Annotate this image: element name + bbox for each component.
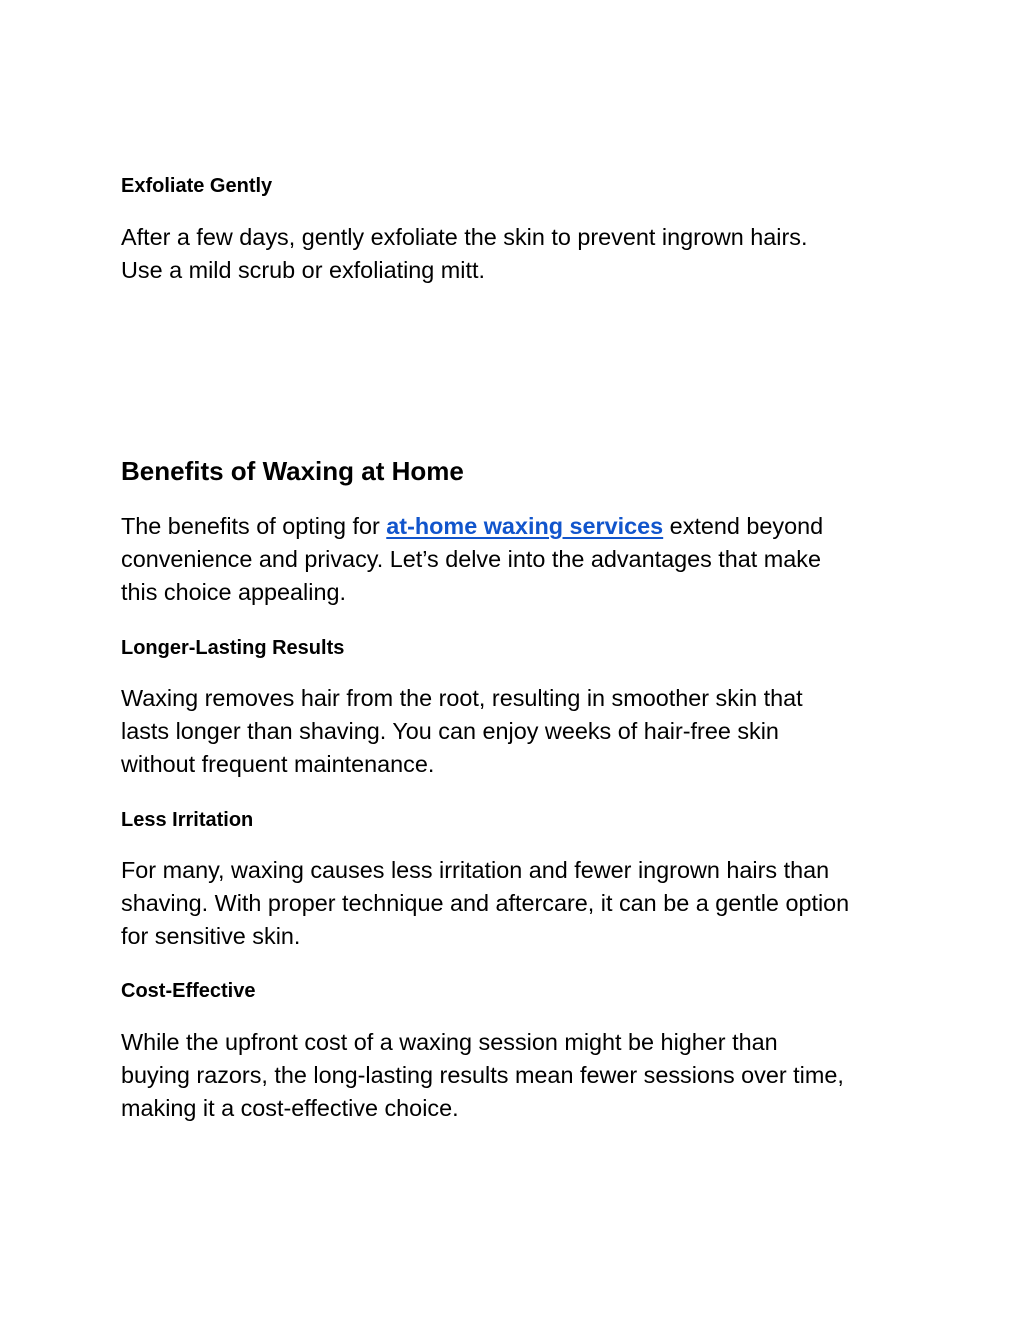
text-segment: The benefits of opting for — [121, 513, 387, 539]
paragraph-benefits-intro — [121, 510, 911, 609]
heading-cost-effective: Cost-Effective — [121, 980, 256, 1002]
text-line: For many, waxing causes less irritation and fewer ingrown hairs than — [121, 857, 830, 883]
heading-longer-lasting-results: Longer-Lasting Results — [121, 637, 345, 659]
at-home-waxing-services-link[interactable]: at-home waxing services — [386, 513, 664, 539]
text-line: lasts longer than shaving. You can enjoy weeks of hair-free skin — [121, 718, 779, 744]
text-line: this choice appealing. — [121, 579, 346, 605]
text-line: buying razors, the long-lasting results mean fewer sessions over time, — [121, 1062, 844, 1088]
text-line: for sensitive skin. — [121, 923, 301, 949]
heading-benefits-of-waxing: Benefits of Waxing at Home — [121, 456, 464, 486]
heading-exfoliate-gently: Exfoliate Gently — [121, 175, 273, 197]
paragraph-cost-effective — [121, 1026, 911, 1125]
paragraph-longer-lasting — [121, 682, 911, 781]
text-segment: extend beyond — [663, 513, 824, 539]
text-line: convenience and privacy. Let’s delve into the advantages that make — [121, 546, 822, 572]
heading-less-irritation: Less Irritation — [121, 809, 254, 831]
text-line: without frequent maintenance. — [121, 751, 435, 777]
paragraph-exfoliate — [121, 221, 911, 287]
text-line: Waxing removes hair from the root, resulting in smoother skin that — [121, 685, 803, 711]
paragraph-less-irritation — [121, 854, 911, 953]
text-line: Use a mild scrub or exfoliating mitt. — [121, 257, 485, 283]
text-line: After a few days, gently exfoliate the skin to prevent ingrown hairs. — [121, 224, 808, 250]
text-line: making it a cost-effective choice. — [121, 1095, 459, 1121]
text-line: While the upfront cost of a waxing session might be higher than — [121, 1029, 778, 1055]
text-line: shaving. With proper technique and aftercare, it can be a gentle option — [121, 890, 850, 916]
